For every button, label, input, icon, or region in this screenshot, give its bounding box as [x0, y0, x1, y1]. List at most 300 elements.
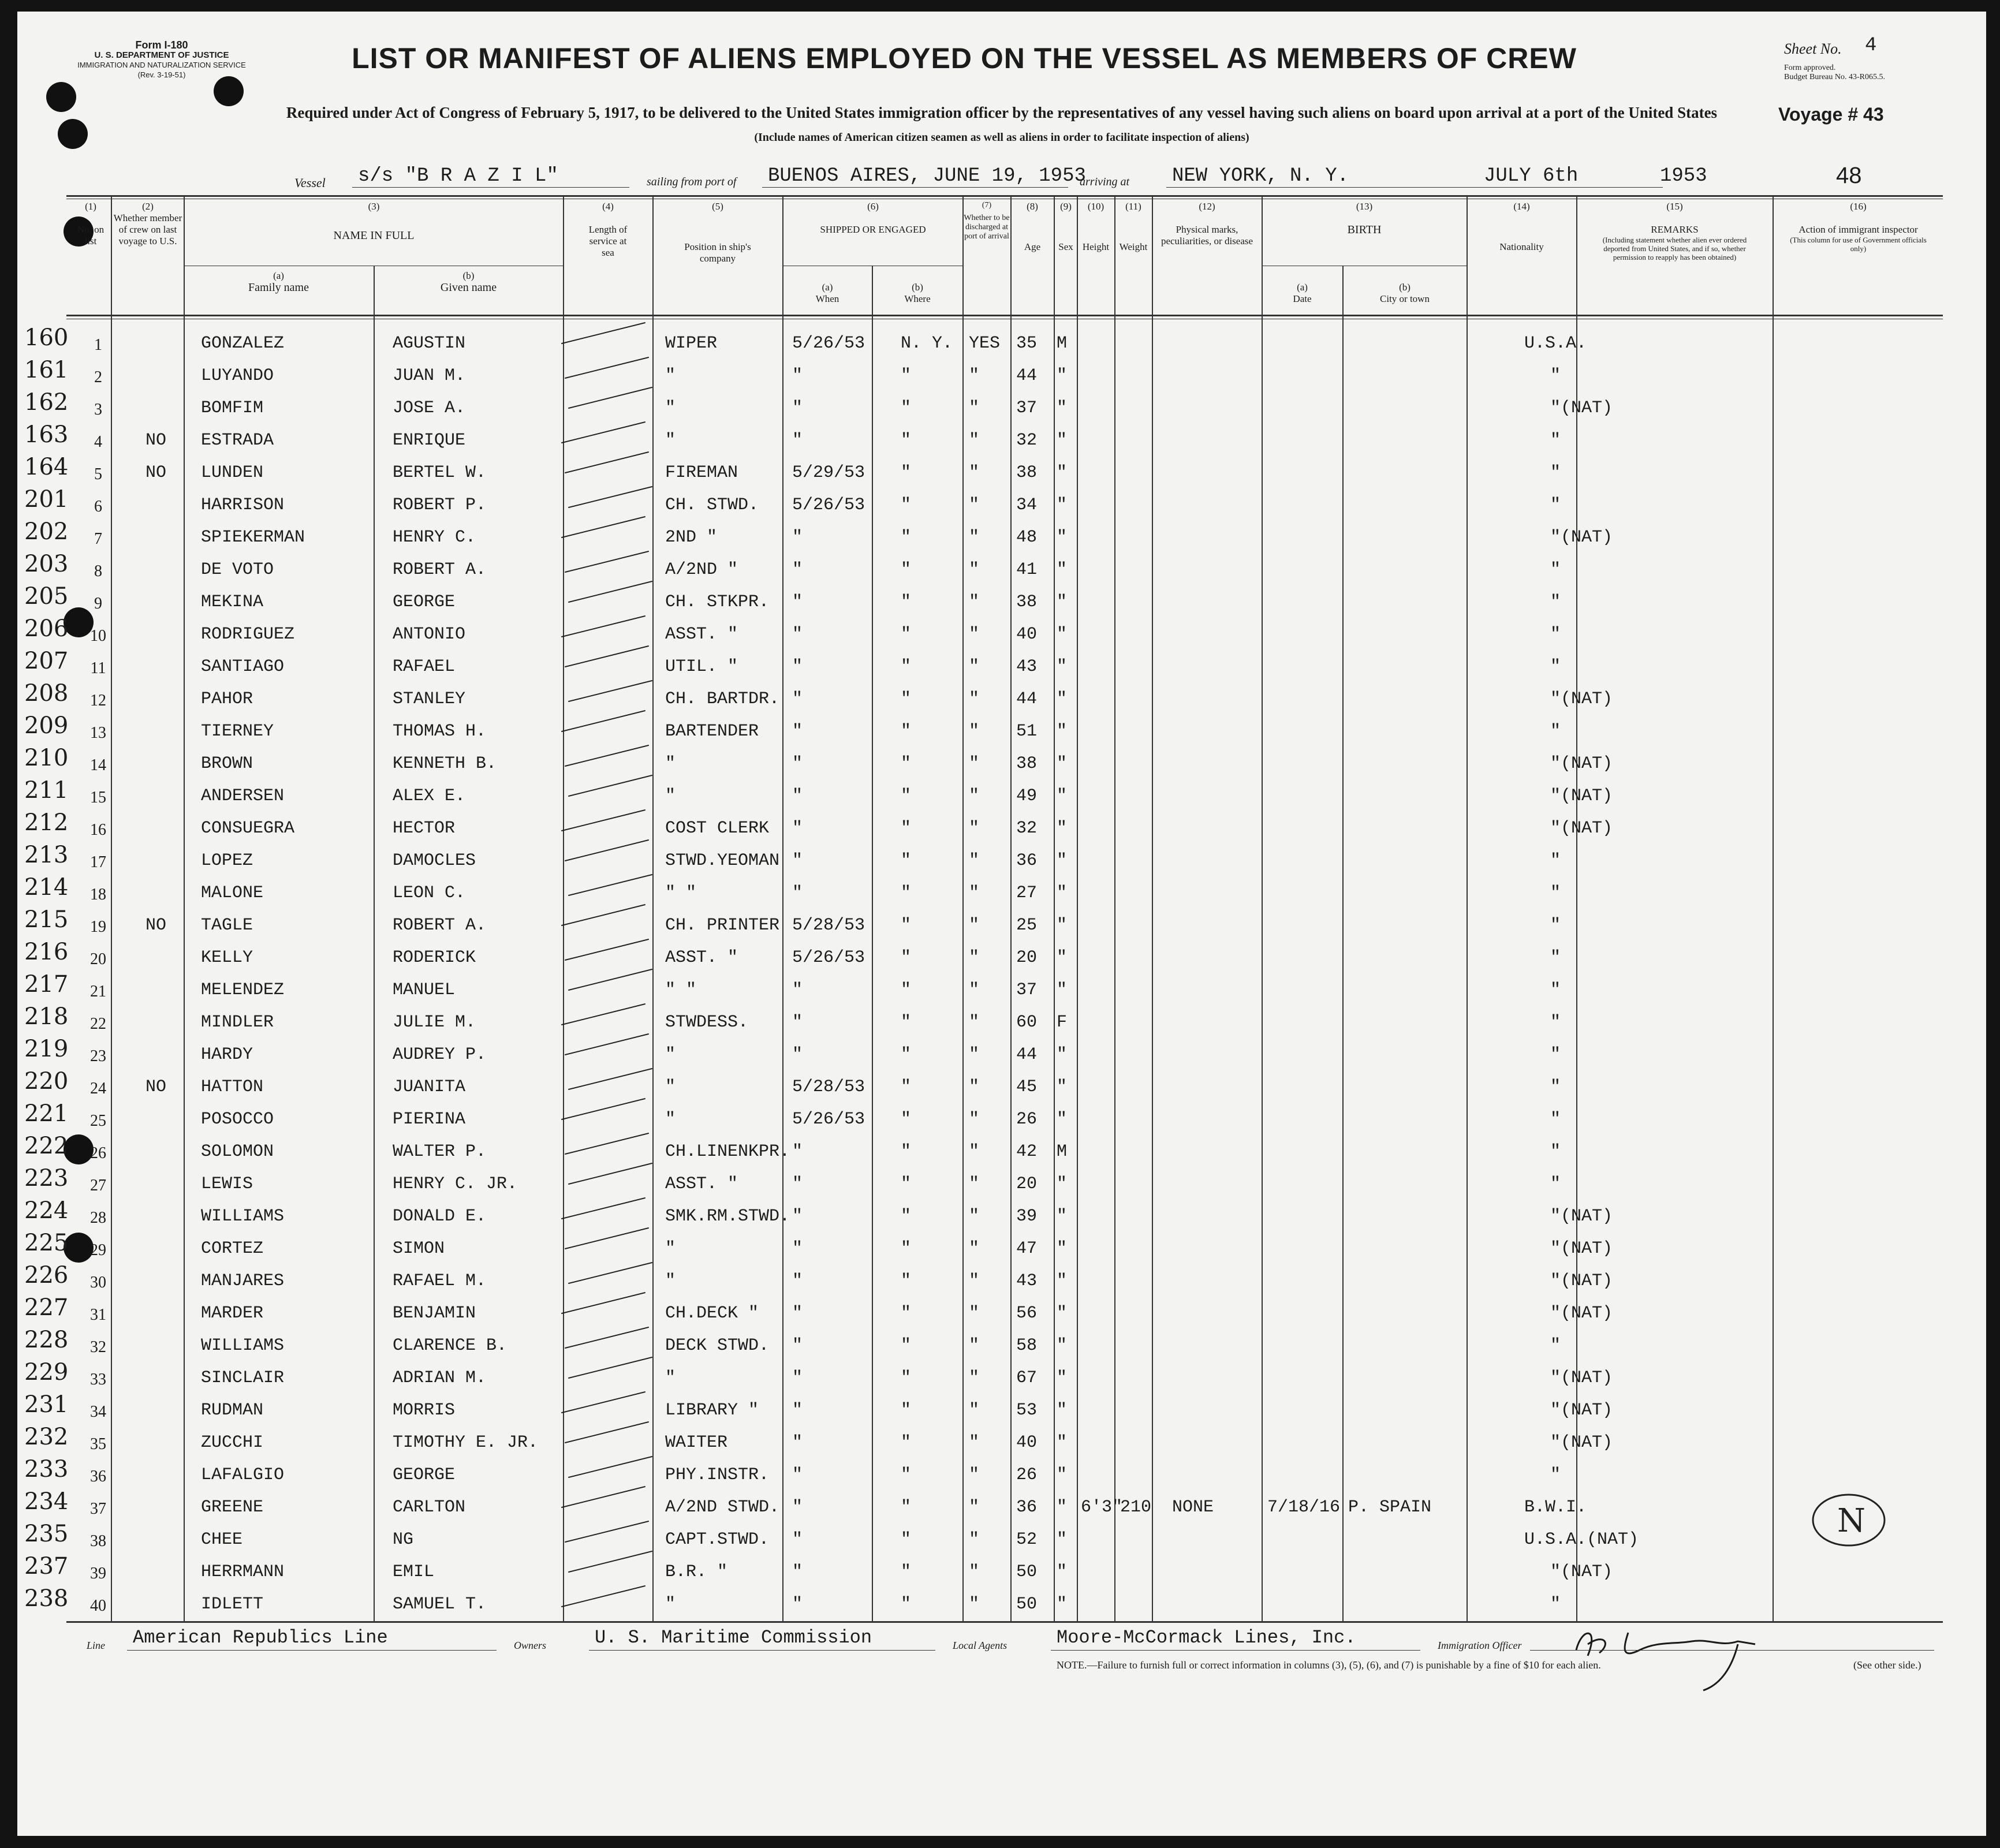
- row-age: 52: [1016, 1530, 1038, 1550]
- col-number: (b): [1399, 282, 1411, 293]
- row-nationality: "(NAT): [1550, 1304, 1613, 1323]
- row-shipped-where: ": [901, 1271, 912, 1291]
- table-row: [17, 357, 1986, 393]
- row-nationality: ": [1550, 560, 1561, 580]
- row-discharged: ": [969, 689, 980, 709]
- row-family-name: GREENE: [201, 1498, 264, 1517]
- row-age: 32: [1016, 819, 1038, 838]
- row-given-name: ALEX E.: [393, 786, 466, 806]
- col-sublabel: (Including statement whether alien ever ordered deported from United States, and if so, whether permission to reapply has been obtained): [1602, 236, 1747, 262]
- row-discharged: ": [969, 657, 980, 677]
- row-age: 44: [1016, 366, 1038, 386]
- row-nationality: "(NAT): [1550, 689, 1613, 709]
- row-age: 41: [1016, 560, 1038, 580]
- row-sex: ": [1057, 366, 1068, 386]
- inspector-mark: [1807, 1487, 1894, 1556]
- row-shipped-where: ": [901, 722, 912, 741]
- header-col12: [1153, 201, 1261, 247]
- row-discharged: ": [969, 916, 980, 935]
- row-discharged: ": [969, 1401, 980, 1420]
- row-shipped-where: ": [901, 592, 912, 612]
- row-shipped-when: ": [792, 1013, 803, 1032]
- service-check-mark: [565, 1327, 649, 1349]
- row-family-name: SANTIAGO: [201, 657, 285, 677]
- row-discharged: ": [969, 366, 980, 386]
- row-sex: ": [1057, 495, 1068, 515]
- row-age: 37: [1016, 398, 1038, 418]
- table-row: [17, 1488, 1986, 1524]
- row-ref-number: 212: [24, 809, 69, 836]
- row-nationality: ": [1550, 948, 1561, 968]
- row-position: BARTENDER: [665, 722, 759, 741]
- col-number: (6): [867, 201, 879, 212]
- row-age: 43: [1016, 657, 1038, 677]
- budget-bureau-line: Budget Bureau No. 43-R065.5.: [1784, 73, 1885, 81]
- col-label: SHIPPED OR ENGAGED: [820, 224, 926, 235]
- row-ref-number: 227: [24, 1294, 69, 1321]
- row-family-name: MALONE: [201, 883, 264, 903]
- row-list-number: 16: [90, 821, 106, 839]
- row-family-name: LAFALGIO: [201, 1465, 285, 1485]
- row-shipped-when: ": [792, 1498, 803, 1517]
- table-row: [17, 648, 1986, 684]
- row-family-name: IDLETT: [201, 1595, 264, 1614]
- row-family-name: SOLOMON: [201, 1142, 274, 1162]
- row-family-name: ZUCCHI: [201, 1433, 264, 1453]
- row-age: 49: [1016, 786, 1038, 806]
- row-ref-number: 237: [24, 1553, 69, 1580]
- row-ref-number: 164: [24, 454, 69, 480]
- row-family-name: HARRISON: [201, 495, 285, 515]
- table-row: [17, 421, 1986, 457]
- row-list-number: 28: [90, 1209, 106, 1227]
- col-label: NAME IN FULL: [333, 229, 415, 242]
- col-number: (b): [462, 270, 475, 281]
- col-number: (15): [1666, 201, 1683, 212]
- row-shipped-where: ": [901, 657, 912, 677]
- row-age: 50: [1016, 1595, 1038, 1614]
- row-nationality: "(NAT): [1550, 528, 1613, 547]
- row-sex: ": [1057, 1595, 1068, 1614]
- row-list-number: 5: [94, 465, 102, 483]
- row-sex: ": [1057, 625, 1068, 644]
- row-ref-number: 160: [24, 324, 69, 351]
- row-nationality: "(NAT): [1550, 1368, 1613, 1388]
- row-given-name: ENRIQUE: [393, 431, 466, 450]
- row-shipped-where: ": [901, 463, 912, 483]
- row-family-name: LOPEZ: [201, 851, 253, 871]
- row-discharged: ": [969, 819, 980, 838]
- row-discharged: ": [969, 1465, 980, 1485]
- row-given-name: DAMOCLES: [393, 851, 476, 871]
- row-shipped-when: ": [792, 1207, 803, 1226]
- header-col1: [70, 201, 111, 247]
- row-shipped-where: ": [901, 1595, 912, 1614]
- row-discharged: ": [969, 625, 980, 644]
- arrival-date: JULY 6th: [1484, 165, 1579, 187]
- row-discharged: ": [969, 1142, 980, 1162]
- row-given-name: MANUEL: [393, 980, 456, 1000]
- inspector-mark-letter: N: [1837, 1502, 1865, 1540]
- row-sex: ": [1057, 851, 1068, 871]
- row-age: 20: [1016, 1174, 1038, 1194]
- row-given-name: JUAN M.: [393, 366, 466, 386]
- row-sex: ": [1057, 1465, 1068, 1485]
- row-family-name: KELLY: [201, 948, 253, 968]
- table-row: [17, 971, 1986, 1007]
- row-ref-number: 216: [24, 939, 69, 965]
- row-shipped-when: ": [792, 1433, 803, 1453]
- col-number: (14): [1513, 201, 1530, 212]
- row-shipped-when: ": [792, 592, 803, 612]
- row-given-name: ANTONIO: [393, 625, 466, 644]
- row-list-number: 3: [94, 401, 102, 419]
- row-list-number: 38: [90, 1532, 106, 1550]
- row-sex: ": [1057, 463, 1068, 483]
- punch-hole: [214, 76, 244, 106]
- row-position: WIPER: [665, 334, 718, 353]
- row-shipped-where: ": [901, 1498, 912, 1517]
- row-age: 26: [1016, 1465, 1038, 1485]
- row-discharged: ": [969, 1530, 980, 1550]
- row-ref-number: 163: [24, 421, 69, 448]
- row-given-name: ROBERT A.: [393, 560, 487, 580]
- row-nationality: ": [1550, 1595, 1561, 1614]
- table-row: [17, 324, 1986, 360]
- col-number: (16): [1850, 201, 1867, 212]
- form-department: U. S. DEPARTMENT OF JUSTICE: [94, 50, 229, 60]
- header-col3b: [375, 270, 562, 293]
- col-number: (1): [85, 201, 96, 212]
- row-shipped-where: ": [901, 786, 912, 806]
- row-nationality: B.W.I.: [1524, 1498, 1587, 1517]
- row-given-name: HECTOR: [393, 819, 456, 838]
- table-row: [17, 1003, 1986, 1039]
- col-number: (a): [1297, 282, 1308, 293]
- row-birth-city: P. SPAIN: [1348, 1498, 1432, 1517]
- row-family-name: CORTEZ: [201, 1239, 264, 1259]
- row-list-number: 11: [90, 659, 106, 677]
- subtitle: Required under Act of Congress of February 5, 1917, to be delivered to the United States immigration officer by the representatives of any vessel having such aliens on board upon arrival at a port of the United States: [286, 104, 1718, 121]
- col-label: Where: [904, 293, 931, 304]
- row-shipped-when: ": [792, 1304, 803, 1323]
- row-nationality: "(NAT): [1550, 1271, 1613, 1291]
- footer-note: NOTE.—Failure to furnish full or correct information in columns (3), (5), (6), and (7) is punishable by a fine of $10 for each alien.: [1057, 1659, 1601, 1671]
- row-nationality: ": [1550, 592, 1561, 612]
- row-shipped-when: 5/28/53: [792, 916, 865, 935]
- line-label: Line: [87, 1640, 106, 1651]
- col-number: (2): [142, 201, 154, 212]
- table-row: [17, 1230, 1986, 1265]
- row-given-name: GEORGE: [393, 592, 456, 612]
- header-col16: [1774, 201, 1943, 253]
- row-crew-last-voyage: NO: [145, 916, 166, 935]
- service-check-mark: [561, 1197, 645, 1219]
- service-check-mark: [561, 322, 645, 344]
- service-check-mark: [568, 1456, 652, 1478]
- row-shipped-where: ": [901, 1336, 912, 1356]
- row-ref-number: 206: [24, 615, 69, 642]
- row-age: 43: [1016, 1271, 1038, 1291]
- row-discharged: ": [969, 948, 980, 968]
- table-row: [17, 454, 1986, 490]
- row-ref-number: 221: [24, 1100, 69, 1127]
- row-sex: ": [1057, 916, 1068, 935]
- table-row: [17, 1262, 1986, 1298]
- row-given-name: NG: [393, 1530, 414, 1550]
- row-discharged: ": [969, 1174, 980, 1194]
- row-shipped-where: ": [901, 754, 912, 774]
- owners-value: U. S. Maritime Commission: [595, 1627, 872, 1648]
- table-top-rule: [66, 195, 1943, 197]
- form-id-block: [72, 40, 251, 80]
- row-age: 26: [1016, 1110, 1038, 1129]
- row-nationality: "(NAT): [1550, 1401, 1613, 1420]
- row-family-name: CHEE: [201, 1530, 243, 1550]
- row-shipped-when: ": [792, 819, 803, 838]
- row-position: A/2ND ": [665, 560, 738, 580]
- row-age: 38: [1016, 754, 1038, 774]
- row-nationality: "(NAT): [1550, 754, 1613, 774]
- row-discharged: ": [969, 1207, 980, 1226]
- row-sex: ": [1057, 560, 1068, 580]
- row-shipped-when: ": [792, 560, 803, 580]
- vessel-line: [17, 163, 1986, 192]
- row-ref-number: 161: [24, 357, 69, 383]
- row-shipped-when: ": [792, 786, 803, 806]
- row-age: 53: [1016, 1401, 1038, 1420]
- row-discharged: ": [969, 1110, 980, 1129]
- arrival-year: 1953: [1660, 165, 1707, 187]
- owners-label: Owners: [514, 1640, 547, 1651]
- row-position: CH.LINENKPR.: [665, 1142, 790, 1162]
- row-sex: M: [1057, 1142, 1068, 1162]
- row-family-name: MANJARES: [201, 1271, 285, 1291]
- row-shipped-when: ": [792, 1239, 803, 1259]
- row-ref-number: 235: [24, 1521, 69, 1547]
- col-label: When: [815, 293, 839, 304]
- col-number: (7): [982, 201, 992, 210]
- service-check-mark: [565, 745, 649, 767]
- row-given-name: EMIL: [393, 1562, 435, 1582]
- row-nationality: ": [1550, 625, 1561, 644]
- row-nationality: "(NAT): [1550, 1433, 1613, 1453]
- col-label: Sex: [1058, 241, 1073, 252]
- row-shipped-when: 5/26/53: [792, 334, 865, 353]
- row-shipped-where: ": [901, 495, 912, 515]
- row-ref-number: 203: [24, 551, 69, 577]
- row-age: 38: [1016, 592, 1038, 612]
- row-family-name: TIERNEY: [201, 722, 274, 741]
- row-age: 34: [1016, 495, 1038, 515]
- row-nationality: "(NAT): [1550, 1562, 1613, 1582]
- row-given-name: CLARENCE B.: [393, 1336, 508, 1356]
- row-discharged: ": [969, 1239, 980, 1259]
- row-ref-number: 224: [24, 1197, 69, 1224]
- row-shipped-when: ": [792, 1336, 803, 1356]
- form-service: IMMIGRATION AND NATURALIZATION SERVICE: [77, 61, 246, 69]
- row-shipped-when: ": [792, 431, 803, 450]
- row-position: ": [665, 1077, 676, 1097]
- row-list-number: 37: [90, 1500, 106, 1518]
- row-given-name: JOSE A.: [393, 398, 466, 418]
- row-shipped-where: ": [901, 560, 912, 580]
- row-age: 38: [1016, 463, 1038, 483]
- row-given-name: WALTER P.: [393, 1142, 487, 1162]
- row-nationality: ": [1550, 916, 1561, 935]
- row-shipped-when: ": [792, 625, 803, 644]
- row-sex: ": [1057, 1401, 1068, 1420]
- row-nationality: ": [1550, 366, 1561, 386]
- row-ref-number: 225: [24, 1230, 69, 1256]
- row-sex: M: [1057, 334, 1068, 353]
- row-ref-number: 226: [24, 1262, 69, 1289]
- col-label: Height: [1082, 241, 1110, 252]
- table-row: [17, 389, 1986, 425]
- col-number: (4): [602, 201, 614, 212]
- header-col14: [1468, 201, 1576, 253]
- row-list-number: 10: [90, 627, 106, 645]
- underline: [762, 187, 1068, 188]
- row-shipped-where: ": [901, 980, 912, 1000]
- row-age: 44: [1016, 1045, 1038, 1065]
- row-shipped-when: ": [792, 528, 803, 547]
- col-label: Weight: [1119, 241, 1148, 252]
- row-sex: ": [1057, 592, 1068, 612]
- row-discharged: ": [969, 1562, 980, 1582]
- row-sex: ": [1057, 528, 1068, 547]
- row-discharged: ": [969, 528, 980, 547]
- row-shipped-when: ": [792, 722, 803, 741]
- table-row: [17, 1327, 1986, 1362]
- header-col13b: [1344, 282, 1466, 305]
- table-row: [17, 777, 1986, 813]
- row-given-name: CARLTON: [393, 1498, 466, 1517]
- row-family-name: POSOCCO: [201, 1110, 274, 1129]
- row-shipped-when: 5/29/53: [792, 463, 865, 483]
- row-nationality: ": [1550, 1465, 1561, 1485]
- service-check-mark: [568, 1262, 652, 1284]
- col-number: (12): [1199, 201, 1215, 212]
- sheet-number: 4: [1865, 35, 1877, 57]
- row-shipped-when: ": [792, 689, 803, 709]
- row-given-name: PIERINA: [393, 1110, 466, 1129]
- col-label: Family name: [248, 281, 309, 294]
- row-family-name: BROWN: [201, 754, 253, 774]
- service-check-mark: [561, 1585, 645, 1607]
- row-position: CH. STKPR.: [665, 592, 770, 612]
- underline: [127, 1650, 497, 1651]
- row-discharged: ": [969, 1271, 980, 1291]
- row-given-name: MORRIS: [393, 1401, 456, 1420]
- row-sex: ": [1057, 1433, 1068, 1453]
- row-position: B.R. ": [665, 1562, 728, 1582]
- service-check-mark: [565, 551, 649, 573]
- row-discharged: YES: [969, 334, 1001, 353]
- row-ref-number: 213: [24, 842, 69, 868]
- row-list-number: 29: [90, 1241, 106, 1259]
- row-sex: ": [1057, 819, 1068, 838]
- row-position: " ": [665, 980, 697, 1000]
- service-check-mark: [568, 874, 652, 896]
- row-discharged: ": [969, 851, 980, 871]
- underline: [589, 1650, 935, 1651]
- col-label: BIRTH: [1347, 223, 1382, 236]
- row-given-name: ADRIAN M.: [393, 1368, 487, 1388]
- row-shipped-where: ": [901, 1401, 912, 1420]
- row-ref-number: 205: [24, 583, 69, 610]
- header-col6b: [873, 282, 962, 305]
- row-nationality: "(NAT): [1550, 1207, 1613, 1226]
- table-row: [17, 1391, 1986, 1427]
- row-age: 48: [1016, 528, 1038, 547]
- agents-value: Moore-McCormack Lines, Inc.: [1057, 1627, 1356, 1648]
- row-list-number: 13: [90, 724, 106, 742]
- row-age: 45: [1016, 1077, 1038, 1097]
- vessel-label: Vessel: [294, 176, 326, 190]
- row-position: ": [665, 366, 676, 386]
- row-nationality: ": [1550, 1077, 1561, 1097]
- row-shipped-when: ": [792, 851, 803, 871]
- row-nationality: ": [1550, 431, 1561, 450]
- row-sex: ": [1057, 1045, 1068, 1065]
- row-age: 40: [1016, 1433, 1038, 1453]
- header-col2: [113, 201, 182, 247]
- row-given-name: AGUSTIN: [393, 334, 466, 353]
- row-nationality: "(NAT): [1550, 398, 1613, 418]
- row-shipped-where: ": [901, 398, 912, 418]
- underline: [1530, 1650, 1934, 1651]
- row-sex: ": [1057, 1239, 1068, 1259]
- row-ref-number: 223: [24, 1165, 69, 1192]
- row-shipped-where: ": [901, 1110, 912, 1129]
- row-discharged: ": [969, 560, 980, 580]
- row-list-number: 14: [90, 756, 106, 774]
- row-position: PHY.INSTR.: [665, 1465, 770, 1485]
- table-row: [17, 874, 1986, 910]
- row-shipped-where: ": [901, 1239, 912, 1259]
- row-nationality: ": [1550, 1142, 1561, 1162]
- page-number: 48: [1836, 163, 1862, 188]
- row-shipped-when: 5/28/53: [792, 1077, 865, 1097]
- row-nationality: ": [1550, 883, 1561, 903]
- row-shipped-when: ": [792, 657, 803, 677]
- header-col6: [783, 201, 962, 236]
- subnote: (Include names of American citizen seamen as well as aliens in order to facilitate inspection of aliens): [754, 131, 1249, 144]
- row-ref-number: 220: [24, 1068, 69, 1095]
- row-sex: ": [1057, 1271, 1068, 1291]
- row-list-number: 32: [90, 1338, 106, 1356]
- service-check-mark: [565, 939, 649, 961]
- row-given-name: DONALD E.: [393, 1207, 487, 1226]
- row-family-name: WILLIAMS: [201, 1336, 285, 1356]
- row-sex: ": [1057, 1207, 1068, 1226]
- row-discharged: ": [969, 786, 980, 806]
- col-label: Nationality: [1499, 241, 1544, 252]
- row-given-name: RODERICK: [393, 948, 476, 968]
- row-shipped-where: ": [901, 366, 912, 386]
- row-shipped-when: ": [792, 366, 803, 386]
- row-nationality: ": [1550, 657, 1561, 677]
- col-label: Action of immigrant inspector: [1798, 224, 1918, 235]
- row-discharged: ": [969, 398, 980, 418]
- row-shipped-where: ": [901, 1142, 912, 1162]
- col-number: (9): [1060, 201, 1072, 212]
- header-col7: [964, 201, 1010, 241]
- row-position: STWD.YEOMAN: [665, 851, 780, 871]
- form-approved: [1784, 64, 1885, 82]
- row-family-name: LEWIS: [201, 1174, 253, 1194]
